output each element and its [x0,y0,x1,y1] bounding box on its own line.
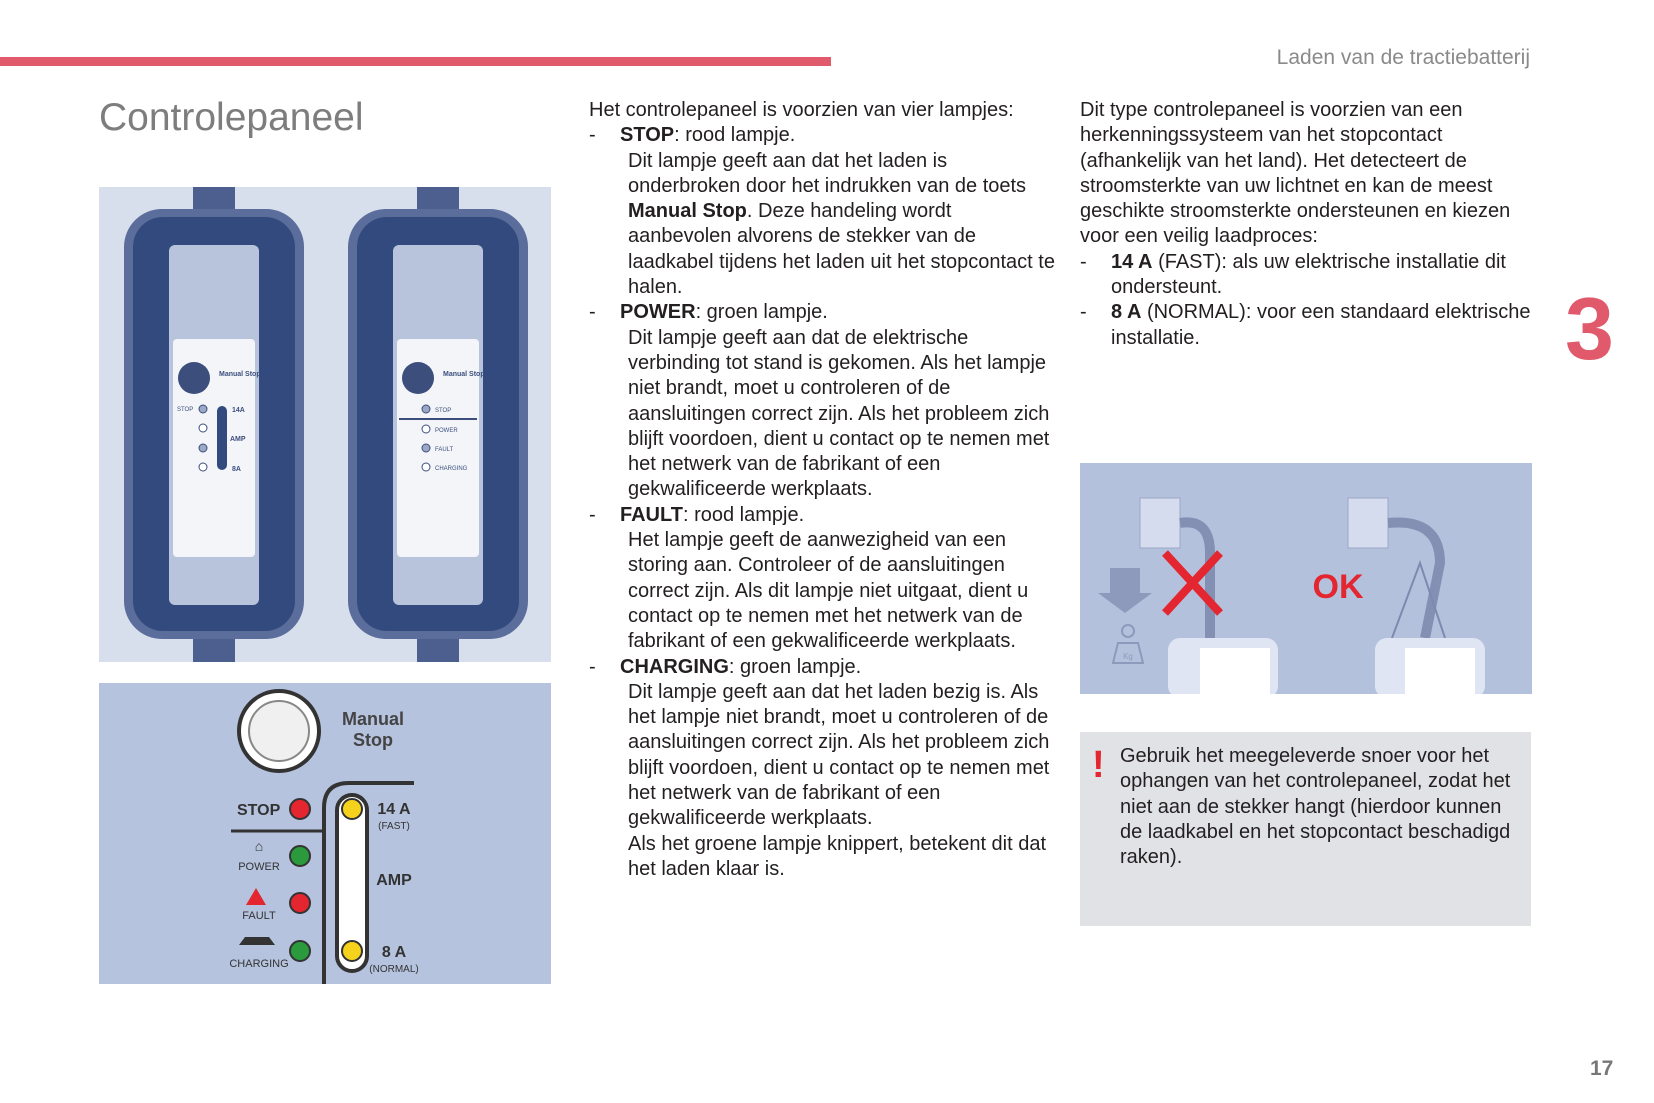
chapter-number: 3 [1565,279,1614,378]
exclamation-icon: ! [1092,744,1105,786]
list-item-8a: - 8 A (NORMAL): voor een standaard elektrische installatie. [1080,301,1531,349]
home-icon: ⌂ [254,838,264,854]
svg-text:CHARGING: CHARGING [435,466,468,472]
list-item-fault: - FAULT: rood lampje. [589,503,805,526]
list-item-power: - POWER: groen lampje. [589,301,828,324]
power-lamp [290,846,310,866]
svg-text:AMP: AMP [376,872,412,889]
svg-text:Manual Stop: Manual Stop [443,371,485,378]
section-header: Laden van de tractiebatterij [1276,46,1530,69]
list-item-14a: - 14 A (FAST): als uw elektrische installatie dit ondersteunt. [1080,250,1506,299]
cable-hanging-illustration [1080,463,1532,694]
svg-text:POWER: POWER [238,861,280,873]
svg-text:STOP: STOP [435,408,452,414]
svg-text:Stop: Stop [353,730,393,750]
stop-lamp [290,799,310,819]
list-item-stop: - STOP: rood lampje. [589,124,796,147]
svg-text:FAULT: FAULT [242,910,276,922]
svg-text:8 A: 8 A [381,944,407,961]
14a-lamp [342,799,362,819]
svg-text:STOP: STOP [237,802,281,819]
svg-text:STOP: STOP [177,407,194,413]
control-units-illustration [99,187,551,662]
svg-text:Kg: Kg [1123,652,1133,661]
socket-recognition-description: Dit type controlepaneel is voorzien van een herkenningssysteem van het stopcontact (afhankelijk van het land). Het detecteert de stroomsterkte van uw lichtnet en kan de meest geschikte stroomsterkte ondersteunen en kiezen voor een veilig laadproces: - 14 A (FAST): als uw elektrische installatie dit ondersteunt. - 8 A (NORMAL): voor een standaard elektrische installatie. [1080,98,1535,351]
warning-note: ! Gebruik het meegeleverde snoer voor het ophangen van het controlepaneel, zodat het niet aan de stekker hangt (hierdoor kunnen de laadkabel en het stopcontact beschadigd raken). [1080,732,1531,926]
8a-lamp [342,941,362,961]
svg-text:8A: 8A [232,466,241,473]
svg-text:(FAST): (FAST) [378,821,410,832]
svg-text:14A: 14A [232,407,245,414]
lamps-description: Het controlepaneel is voorzien van vier lampjes: - STOP: rood lampje. Dit lampje geeft aan dat het laden is onderbroken door het indrukken van de toets Manual Stop. Deze handeling wordt aanbevolen alvorens de stekker van de laadkabel tijdens het laden uit het stopcontact te halen. - POWER: groen lampje. Dit lampje geeft aan dat de elektrische verbinding tot stand is gekomen. Als het lampje niet brandt, moet u controleren of de aansluitingen correct zijn. Als het probleem zich blijft voordoen, dient u contact op te nemen met het netwerk van de fabrikant of een gekwalificeerde werkplaats. - FAULT: rood lampje. Het lampje geeft de aanwezigheid van een storing aan. Controleer of de aansluitingen correct zijn. Als dit lampje niet uitgaat, dient u contact op te nemen met het netwerk van de fabrikant of een gekwalificeerde werkplaats. - CHARGING: groen lampje. Dit lampje geeft aan dat het laden bezig is. Als het lampje niet brandt, moet u controleren of de aansluitingen correct zijn. Als het probleem zich blijft voordoen, dient u contact op te nemen met het netwerk van de fabrikant of een gekwalificeerde werkplaats. Als het groene lampje knippert, betekent dit dat het laden klaar is. [589,98,1059,882]
control-unit-right [348,187,528,662]
page-title: Controlepaneel [99,96,364,139]
svg-text:CHARGING: CHARGING [229,958,289,970]
fault-lamp [290,893,310,913]
svg-text:POWER: POWER [435,428,458,434]
header-accent-bar [0,57,831,66]
svg-text:FAULT: FAULT [435,447,454,453]
control-unit-left [124,187,304,662]
list-item-charging: - CHARGING: groen lampje. [589,655,862,678]
svg-text:AMP: AMP [230,436,246,443]
manual-stop-label: Manual Stop [219,371,261,378]
svg-text:OK: OK [1312,568,1364,606]
page-number: 17 [1590,1057,1614,1080]
charging-lamp [290,941,310,961]
panel-closeup-illustration [99,683,551,984]
svg-text:(NORMAL): (NORMAL) [369,964,419,975]
svg-text:Manual: Manual [341,709,405,729]
svg-text:14 A: 14 A [377,801,411,818]
car-icon [239,937,275,945]
